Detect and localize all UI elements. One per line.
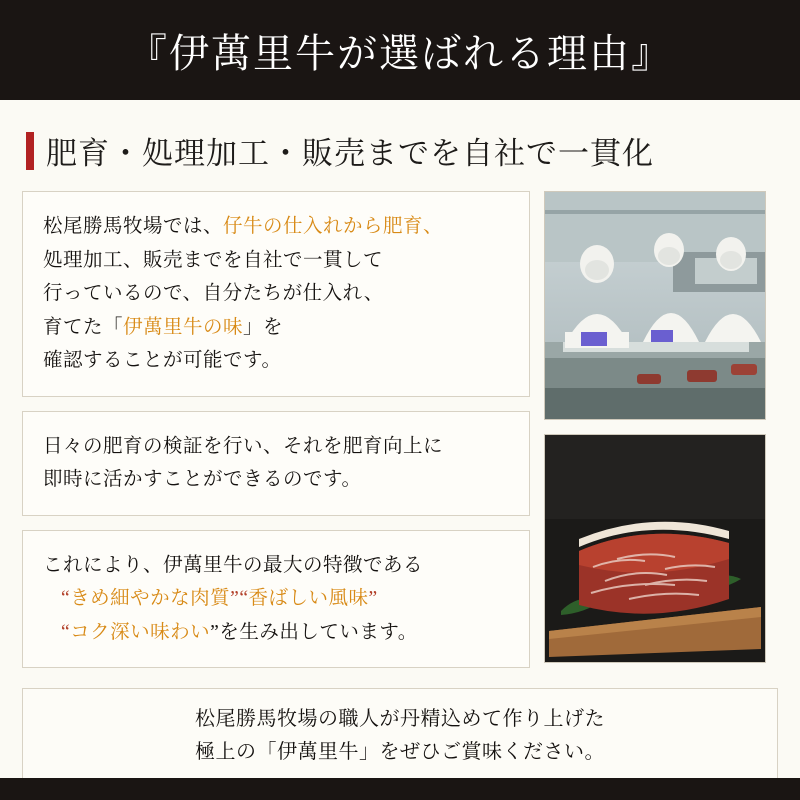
- card1-line4-c: 」を: [243, 316, 284, 338]
- card3-line3: [43, 616, 509, 650]
- card3-q1-open: “: [61, 588, 71, 610]
- card1-line4: [43, 311, 509, 345]
- card3-line3-tail: ”を生み出しています。: [210, 621, 418, 643]
- photo-column: [544, 191, 766, 663]
- card3-feature-2: 香ばしい風味: [248, 588, 369, 610]
- card1-line1-plain: 松尾勝馬牧場では、: [43, 216, 224, 237]
- beef-block-image: [545, 435, 765, 662]
- card1-line1: [43, 210, 509, 244]
- card2-line2: 即時に活かすことができるのです。: [43, 469, 362, 491]
- text-column: [22, 191, 530, 682]
- closing-message-box: [22, 688, 778, 786]
- content-area: [0, 100, 800, 800]
- card3-line2: [43, 582, 509, 616]
- section-headline: [26, 128, 778, 173]
- card2-line1: 日々の肥育の検証を行い、それを肥育向上に: [43, 435, 444, 457]
- closing-line-2: 極上の「伊萬里牛」をぜひご賞味ください。: [195, 741, 605, 764]
- card3-q-mid: ”“: [230, 588, 249, 610]
- card3-feature-3: コク深い味わい: [70, 621, 211, 643]
- text-card-3: [22, 530, 530, 669]
- main-columns: [22, 191, 778, 682]
- text-card-1: [22, 191, 530, 397]
- card1-line2: 処理加工、販売までを自社で一貫して: [43, 249, 384, 271]
- text-card-2: [22, 411, 530, 516]
- bottom-strip: [0, 778, 800, 800]
- card1-line3: 行っているので、自分たちが仕入れ、: [43, 283, 384, 305]
- card3-line1: これにより、伊萬里牛の最大の特徴である: [43, 554, 424, 576]
- card3-q3-open: “: [61, 621, 71, 643]
- photo-processing-plant: [544, 191, 766, 420]
- page-title: 『伊萬里牛が選ばれる理由』: [127, 30, 673, 76]
- processing-plant-image: [545, 192, 765, 419]
- top-banner: [0, 0, 800, 100]
- headline-accent-bar: [26, 132, 34, 170]
- card1-line4-highlight: 伊萬里牛の味: [123, 316, 244, 338]
- headline-text: 肥育・処理加工・販売までを自社で一貫化: [46, 136, 654, 171]
- card3-feature-1: きめ細やかな肉質: [70, 588, 231, 610]
- card3-q2-close: ”: [368, 588, 378, 610]
- card1-line1-highlight: 仔牛の仕入れから肥育、: [223, 216, 444, 237]
- closing-line-1: 松尾勝馬牧場の職人が丹精込めて作り上げた: [195, 708, 605, 731]
- card1-line5: 確認することが可能です。: [43, 350, 282, 372]
- card1-line4-a: 育てた「: [43, 316, 124, 338]
- photo-beef-block: [544, 434, 766, 663]
